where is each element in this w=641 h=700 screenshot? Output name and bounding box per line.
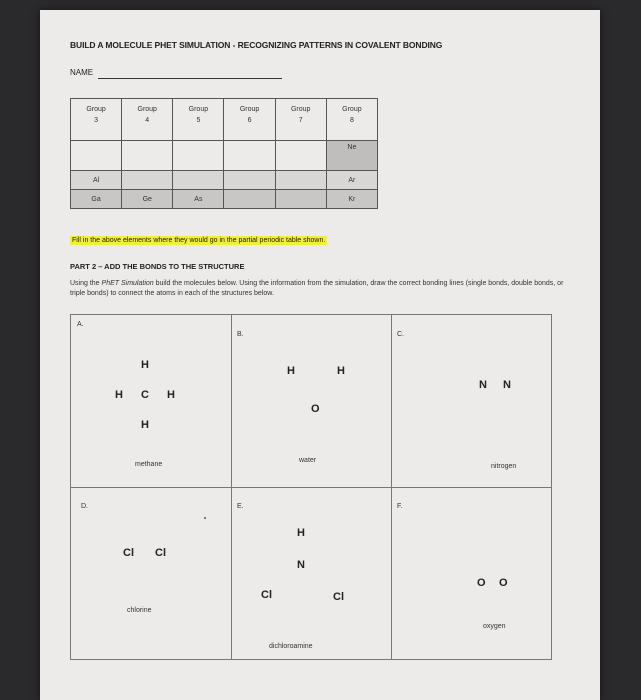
table-cell-ge: Ge [122, 190, 173, 209]
table-cell-kr: Kr [326, 190, 377, 209]
group-3-header: Group 3 [71, 99, 122, 141]
box-b-label: B. [237, 331, 244, 338]
table-cell [275, 171, 326, 190]
name-label: NAME [70, 68, 94, 77]
nitrogen-caption: nitrogen [491, 463, 517, 470]
water-caption: water [299, 457, 317, 464]
part2-heading: PART 2 – ADD THE BONDS TO THE STRUCTURE [70, 262, 245, 271]
box-a-label: A. [77, 321, 84, 328]
table-cell [173, 171, 224, 190]
table-cell [275, 141, 326, 171]
methane-right-h: H [167, 389, 175, 401]
water-o: O [311, 403, 320, 415]
box-f-label: F. [397, 503, 403, 510]
group-7-header: Group 7 [275, 99, 326, 141]
box-c-label: C. [397, 331, 404, 338]
table-cell-ga: Ga [71, 190, 122, 209]
dichloroamine-cl1: Cl [261, 589, 272, 601]
oxygen-caption: oxygen [483, 623, 506, 630]
dichloroamine-caption: dichloroamine [269, 643, 313, 650]
dichloroamine-h: H [297, 527, 305, 539]
methane-top-h: H [141, 359, 149, 371]
table-cell-as: As [173, 190, 224, 209]
table-cell-al: Al [71, 171, 122, 190]
table-cell-ne: Ne [326, 141, 377, 171]
group-5-header: Group 5 [173, 99, 224, 141]
methane-c: C [141, 389, 149, 401]
table-cell [173, 141, 224, 171]
methane-caption: methane [135, 461, 163, 468]
table-cell [224, 141, 275, 171]
chlorine-cl2: Cl [155, 547, 166, 559]
box-d-label: D. [81, 503, 88, 510]
table-cell [275, 190, 326, 209]
oxygen-o2: O [499, 577, 508, 589]
group-8-header: Group 8 [326, 99, 377, 141]
worksheet-title: BUILD A MOLECULE PHET SIMULATION - RECOGNIZING PATTERNS IN COVALENT BONDING [70, 40, 443, 50]
group-6-header: Group 6 [224, 99, 275, 141]
highlighted-instruction: Fill in the above elements where they would go in the partial periodic table shown. [72, 237, 326, 244]
part2-instructions: Using the PhET Simulation build the molecules below. Using the information from the simulation, draw the correct bonding lines (single bonds, double bonds, or triple bonds) to connect the atoms in each of the structures below. [70, 280, 564, 297]
nitrogen-n1: N [479, 379, 487, 391]
table-cell [122, 141, 173, 171]
water-h2: H [337, 365, 345, 377]
table-cell [122, 171, 173, 190]
group-4-header: Group 4 [122, 99, 173, 141]
stray-mark [204, 517, 206, 519]
nitrogen-n2: N [503, 379, 511, 391]
methane-bottom-h: H [141, 419, 149, 431]
methane-left-h: H [115, 389, 123, 401]
water-h1: H [287, 365, 295, 377]
dichloroamine-cl2: Cl [333, 591, 344, 603]
table-cell [224, 190, 275, 209]
table-cell-ar: Ar [326, 171, 377, 190]
partial-periodic-table [70, 98, 378, 209]
table-cell [71, 141, 122, 171]
name-line [98, 78, 282, 79]
box-e-label: E. [237, 503, 244, 510]
table-cell [224, 171, 275, 190]
grid-divider [71, 487, 551, 488]
chlorine-caption: chlorine [127, 607, 152, 614]
phet-emphasis: PhET Simulation [101, 280, 154, 287]
chlorine-cl1: Cl [123, 547, 134, 559]
dichloroamine-n: N [297, 559, 305, 571]
molecule-grid [70, 314, 552, 660]
worksheet-page [40, 10, 600, 700]
oxygen-o1: O [477, 577, 486, 589]
